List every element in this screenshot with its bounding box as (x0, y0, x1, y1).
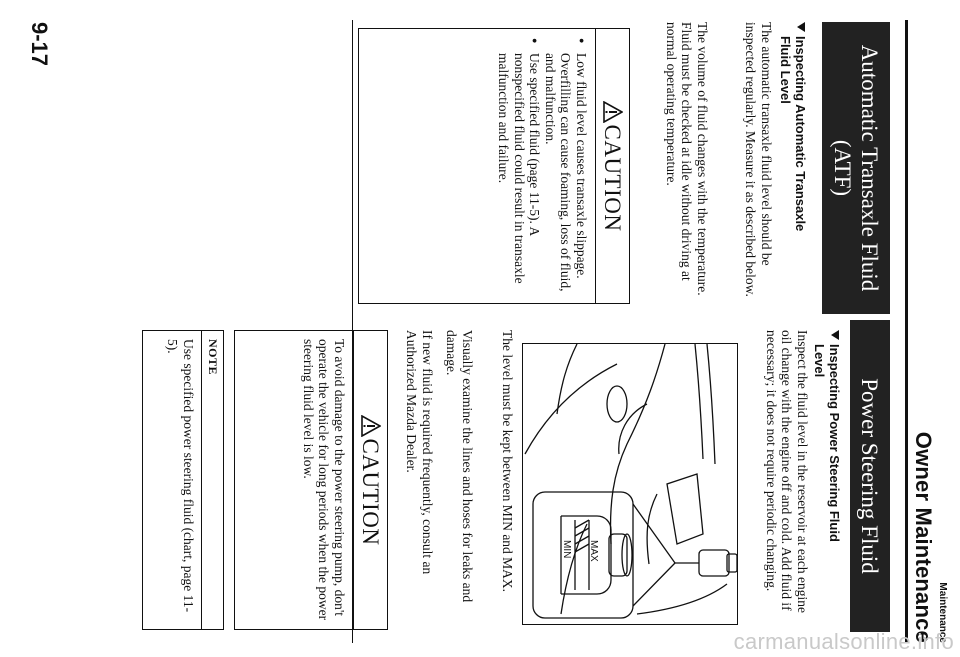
atf-banner (822, 22, 890, 314)
atf-caution-header (595, 29, 629, 303)
ps-caution-box (234, 330, 388, 630)
ps-banner-text: Power Steering Fluid (857, 378, 883, 574)
atf-banner-line-1: Automatic Transaxle Fluid (857, 44, 882, 292)
ps-note-box (142, 330, 224, 630)
min-mark-label: MIN (561, 540, 572, 559)
atf-subhead-line-1: Inspecting Automatic Transaxle (793, 36, 808, 232)
ps-subhead (812, 330, 842, 630)
header-rule (905, 20, 908, 643)
atf-caution-body (488, 29, 595, 303)
ps-paragraph-2: The level must be kept between MIN and MAX. (500, 330, 515, 593)
ps-caution-body: To avoid damage to the power steering pump, don't operate the vehicle for long periods when the power steering fluid level is low. (301, 339, 347, 621)
triangle-bullet-icon (797, 22, 805, 32)
reservoir-illustration (523, 344, 737, 624)
atf-caution-list (496, 37, 589, 295)
ps-note-text: Use specified power steering fluid (chart, page 11-5). (165, 339, 196, 613)
page-title: Owner Maintenance (911, 431, 936, 643)
reservoir-figure (522, 343, 738, 625)
ps-caution-title: CAUTION (358, 438, 383, 546)
atf-subhead (778, 22, 808, 314)
warning-triangle-icon (603, 101, 623, 123)
ps-paragraph-4: If new fluid is required frequently, consult an Authorized Mazda Dealer. (404, 330, 435, 575)
warning-triangle-icon (361, 415, 381, 437)
section-label: Maintenance (937, 582, 948, 643)
max-mark-label: MAX (588, 540, 599, 562)
triangle-bullet-icon (831, 330, 839, 340)
atf-caution-bullet: ● Use specified fluid (page 11-5). A nonspecified fluid could result in transaxle malfunction and failure. (496, 37, 543, 295)
ps-paragraph-1: Inspect the fluid level in the reservoir at each engine oil change with the engine off and cold. Add fluid if necessary; it does not require periodic changing. (764, 330, 810, 614)
atf-subhead-line-2: Fluid Level (778, 36, 793, 104)
atf-paragraph-1: The automatic transaxle fluid level should be inspected regularly. Measure it as described below. (743, 22, 774, 297)
ps-banner (850, 320, 890, 632)
ps-paragraph-3: Visually examine the lines and hoses for leaks and damage. (444, 330, 475, 603)
ps-note-title: NOTE (201, 331, 223, 629)
atf-caution-bullet: ● Low fluid level causes transaxle slippage. Overfilling can cause foaming, loss of fluid, and malfunction. (543, 37, 590, 295)
page-number: 9-17 (27, 22, 52, 67)
atf-caution-title: CAUTION (600, 124, 625, 232)
ps-subhead-line-1: Inspecting Power Steering Fluid (827, 344, 842, 542)
ps-caution-header (353, 331, 387, 629)
atf-banner-line-2: (ATF) (830, 139, 855, 197)
ps-subhead-line-2: Level (812, 344, 827, 378)
atf-paragraph-2: The volume of fluid changes with the temperature. Fluid must be checked at idle without driving at normal operating temperature. (664, 22, 710, 296)
atf-caution-box (358, 28, 630, 304)
watermark-text: carmanualsonline.info (733, 629, 954, 654)
